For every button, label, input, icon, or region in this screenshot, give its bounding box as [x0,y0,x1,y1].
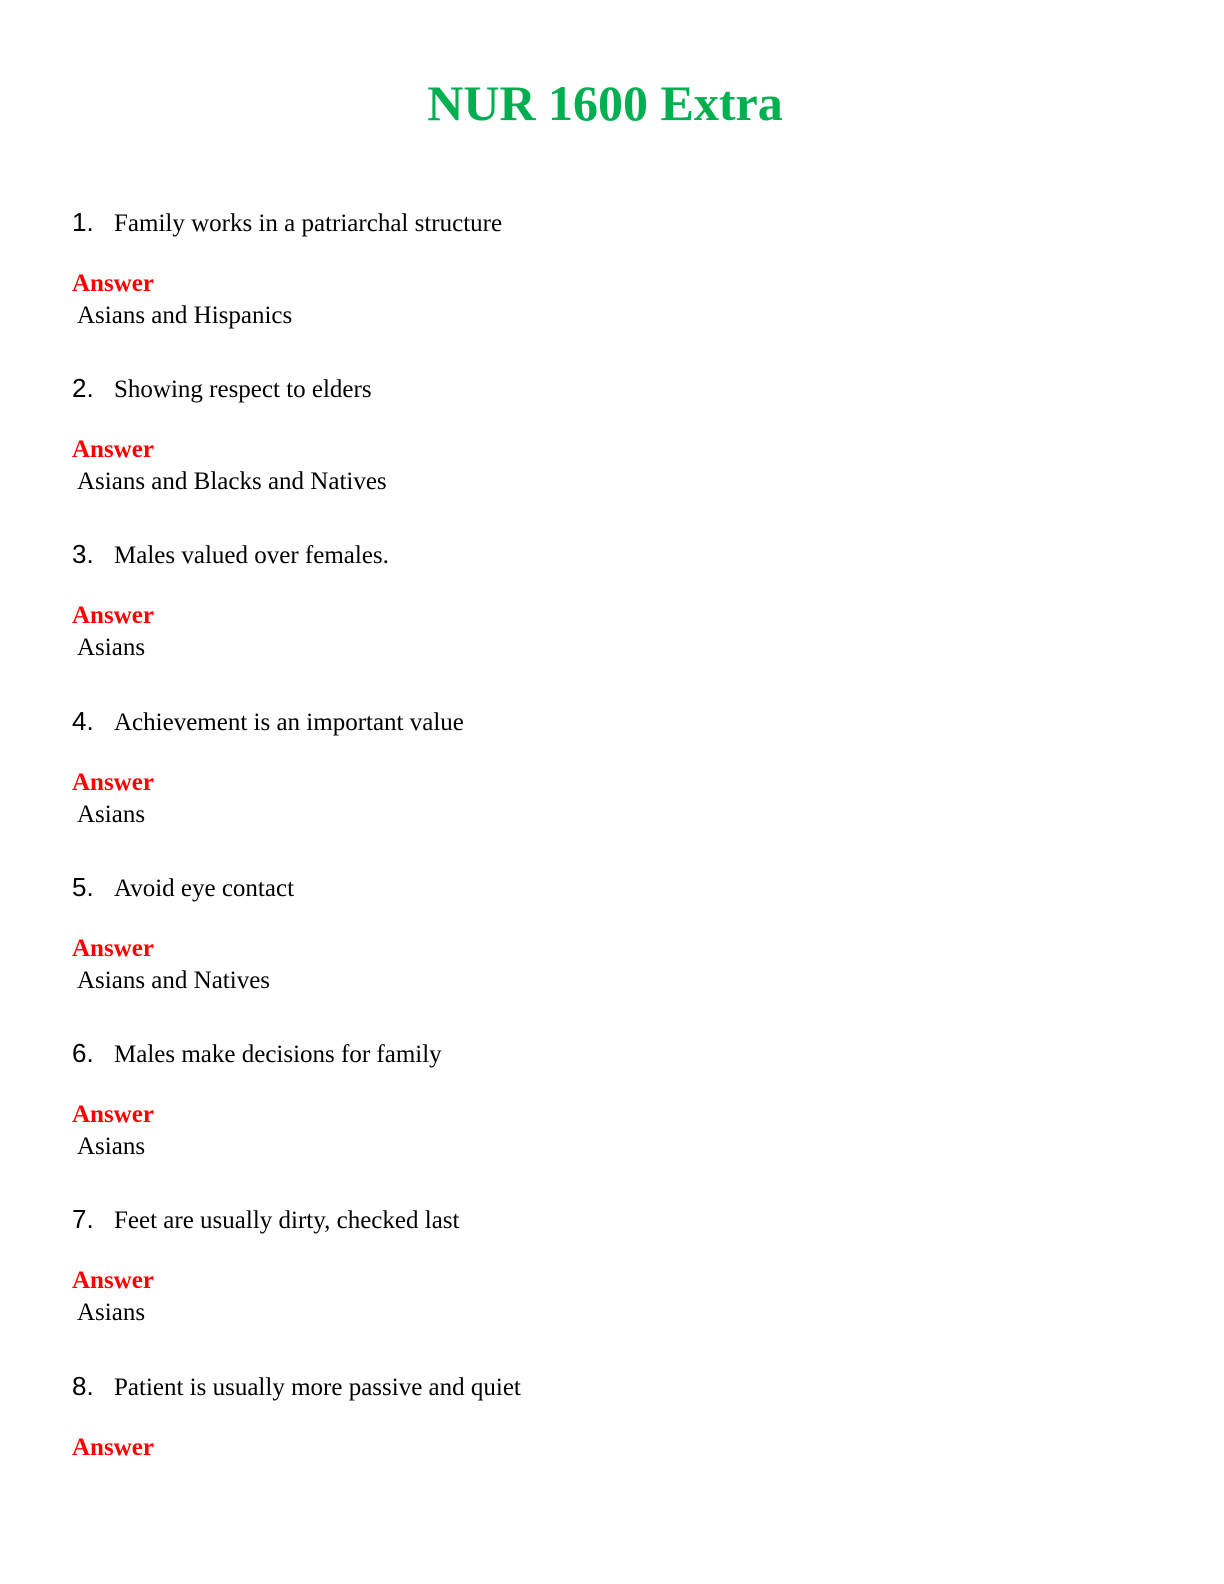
answer-text: Asians and Blacks and Natives [77,468,387,495]
question-text: Feet are usually dirty, checked last [114,1207,460,1234]
question-number: 6. [72,1038,94,1068]
question-number: 4. [72,706,94,736]
question-number: 5. [72,872,94,902]
question-number: 2. [72,373,94,403]
answer-text: Asians [77,1133,146,1160]
question-text: Males make decisions for family [114,1041,442,1068]
question-text: Patient is usually more passive and quiet [114,1374,521,1401]
qa-item-7 [0,1201,1224,1361]
answer-label: Answer [72,1101,154,1128]
answer-label: Answer [72,436,154,463]
question-number: 7. [72,1204,94,1234]
answer-text: Asians [77,1299,146,1326]
answer-label: Answer [72,270,154,297]
question-text: Showing respect to elders [114,376,372,403]
answer-text: Asians [77,801,146,828]
answer-label: Answer [72,1267,154,1294]
answer-text: Asians and Hispanics [77,302,293,329]
document-title: NUR 1600 Extra [427,75,783,131]
answer-label: Answer [72,1434,154,1461]
answer-label: Answer [72,935,154,962]
answer-label: Answer [72,602,154,629]
qa-item-6 [0,1035,1224,1195]
answer-text: Asians and Natives [77,967,271,994]
question-number: 8. [72,1371,94,1401]
question-text: Males valued over females. [114,542,389,569]
question-number: 1. [72,207,94,237]
qa-item-4 [0,703,1224,863]
question-number: 3. [72,539,94,569]
question-text: Avoid eye contact [114,875,295,902]
question-text: Achievement is an important value [114,709,464,736]
qa-item-5 [0,869,1224,1029]
answer-text: Asians [77,634,146,661]
qa-item-8 [0,1368,1224,1528]
qa-item-2 [0,370,1224,530]
qa-item-3 [0,536,1224,696]
question-text: Family works in a patriarchal structure [114,210,503,237]
qa-item-1 [0,204,1224,364]
answer-label: Answer [72,769,154,796]
